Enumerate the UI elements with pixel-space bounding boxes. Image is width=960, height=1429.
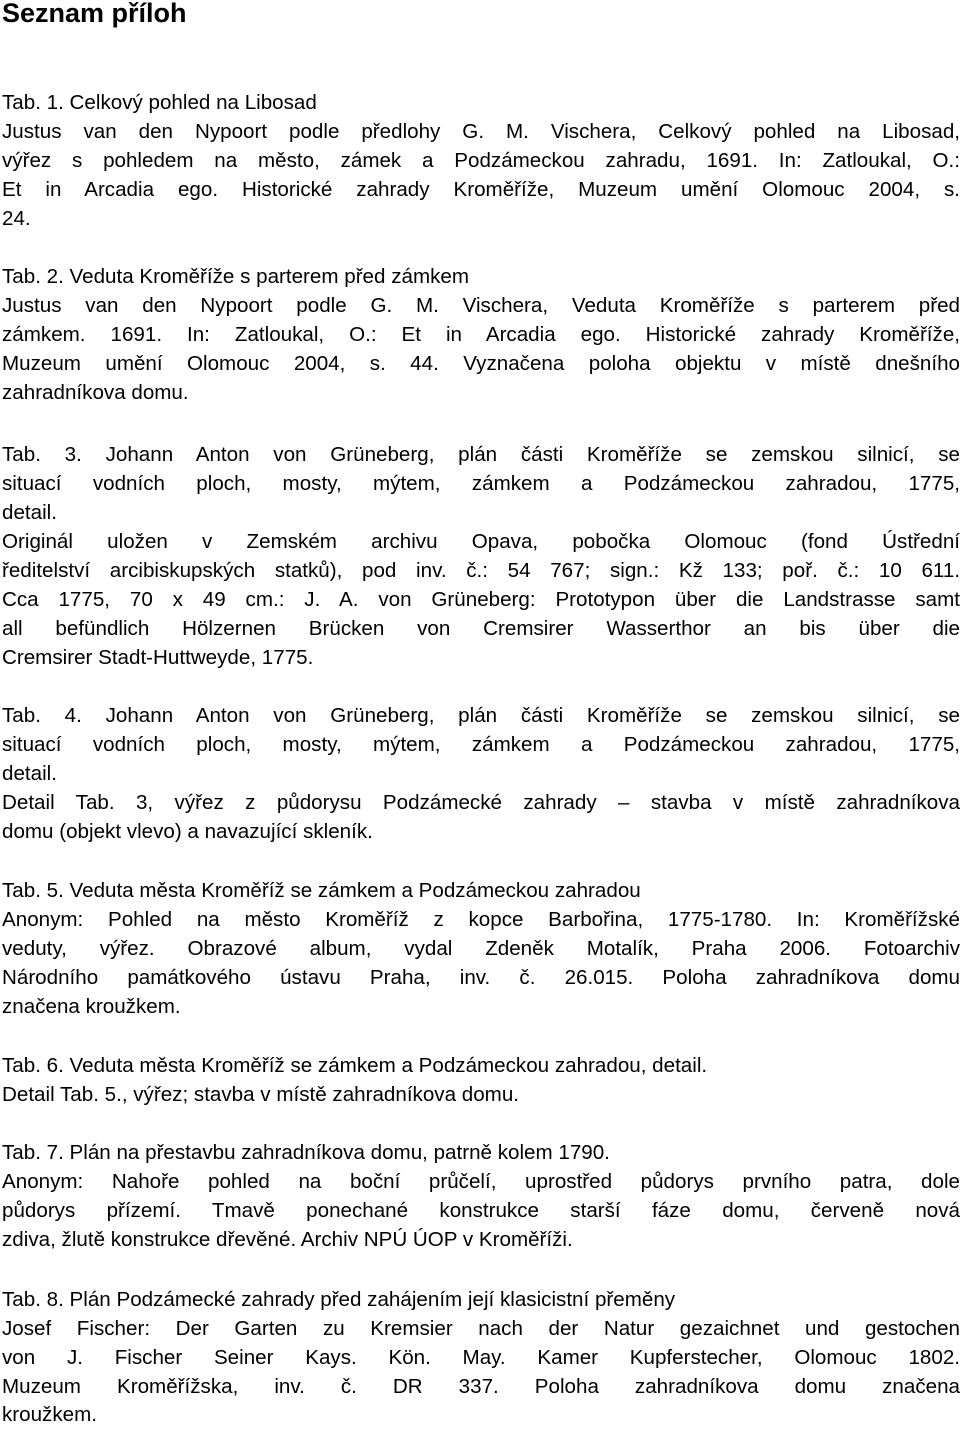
tab-5-desc-line: značena kroužkem.: [2, 995, 181, 1018]
tab-1-desc-line: Justus van den Nypoort podle předlohy G. M. Vischera, Celkový pohled na Libosad,: [2, 120, 960, 143]
tab-4-desc-line: Detail Tab. 3, výřez z půdorysu Podzámecké zahrady – stavba v místě zahradníkova: [2, 791, 960, 814]
tab-2-desc-line: zahradníkova domu.: [2, 381, 189, 404]
tab-3-title-line: detail.: [2, 501, 57, 524]
tab-8-desc-line: Muzeum Kroměřížska, inv. č. DR 337. Poloha zahradníkova domu značena: [2, 1375, 960, 1398]
tab-3-desc-line: Cca 1775, 70 x 49 cm.: J. A. von Grüneberg: Prototypon über die Landstrasse samt: [2, 588, 960, 611]
tab-5-title: Tab. 5. Veduta města Kroměříž se zámkem a Podzámeckou zahradou: [2, 879, 641, 902]
page-title: Seznam příloh: [2, 0, 187, 28]
tab-2-desc-line: zámkem. 1691. In: Zatloukal, O.: Et in Arcadia ego. Historické zahrady Kroměříže,: [2, 323, 960, 346]
tab-5-desc-line: Anonym: Pohled na město Kroměříž z kopce Barbořina, 1775-1780. In: Kroměřížské: [2, 908, 960, 931]
tab-7-desc-line: Anonym: Nahoře pohled na boční průčelí, uprostřed půdorys prvního patra, dole: [2, 1170, 960, 1193]
tab-6-title: Tab. 6. Veduta města Kroměříž se zámkem a Podzámeckou zahradou, detail.: [2, 1054, 708, 1077]
tab-3-desc-line: all befündlich Hölzernen Brücken von Cremsirer Wasserthor an bis über die: [2, 617, 960, 640]
tab-5-desc-line: veduty, výřez. Obrazové album, vydal Zdeněk Motalík, Praha 2006. Fotoarchiv: [2, 937, 960, 960]
tab-3-desc-line: Originál uložen v Zemském archivu Opava, pobočka Olomouc (fond Ústřední: [2, 530, 960, 553]
tab-7-title: Tab. 7. Plán na přestavbu zahradníkova domu, patrně kolem 1790.: [2, 1141, 610, 1164]
tab-4-title-line: situací vodních ploch, mosty, mýtem, zámkem a Podzámeckou zahradou, 1775,: [2, 733, 960, 756]
tab-3-title-line: Tab. 3. Johann Anton von Grüneberg, plán části Kroměříže se zemskou silnicí, se: [2, 443, 960, 466]
tab-1-desc-line: výřez s pohledem na město, zámek a Podzámeckou zahradu, 1691. In: Zatloukal, O.:: [2, 149, 960, 172]
tab-1-desc-line: Et in Arcadia ego. Historické zahrady Kroměříže, Muzeum umění Olomouc 2004, s.: [2, 178, 960, 201]
tab-2-desc-line: Justus van den Nypoort podle G. M. Vischera, Veduta Kroměříže s parterem před: [2, 294, 960, 317]
tab-3-title-line: situací vodních ploch, mosty, mýtem, zámkem a Podzámeckou zahradou, 1775,: [2, 472, 960, 495]
tab-4-desc-line: domu (objekt vlevo) a navazující skleník.: [2, 820, 373, 843]
tab-2-title: Tab. 2. Veduta Kroměříže s parterem před zámkem: [2, 265, 469, 288]
tab-5-desc-line: Národního památkového ústavu Praha, inv. č. 26.015. Poloha zahradníkova domu: [2, 966, 960, 989]
tab-2-desc-line: Muzeum umění Olomouc 2004, s. 44. Vyznačena poloha objektu v místě dnešního: [2, 352, 960, 375]
tab-8-desc-line: von J. Fischer Seiner Kays. Kön. May. Kamer Kupferstecher, Olomouc 1802.: [2, 1346, 960, 1369]
tab-3-desc-line: Cremsirer Stadt-Huttweyde, 1775.: [2, 646, 314, 669]
tab-4-title-line: Tab. 4. Johann Anton von Grüneberg, plán části Kroměříže se zemskou silnicí, se: [2, 704, 960, 727]
tab-8-desc-line: kroužkem.: [2, 1403, 97, 1426]
tab-7-desc-line: půdorys přízemí. Tmavě ponechané konstrukce starší fáze domu, červeně nová: [2, 1199, 960, 1222]
tab-4-title-line: detail.: [2, 762, 57, 785]
tab-1-title: Tab. 1. Celkový pohled na Libosad: [2, 91, 317, 114]
tab-6-desc-line: Detail Tab. 5., výřez; stavba v místě zahradníkova domu.: [2, 1083, 519, 1106]
tab-1-desc-line: 24.: [2, 207, 31, 230]
tab-8-desc-line: Josef Fischer: Der Garten zu Kremsier nach der Natur gezaichnet und gestochen: [2, 1317, 960, 1340]
tab-8-title: Tab. 8. Plán Podzámecké zahrady před zahájením její klasicistní přeměny: [2, 1288, 676, 1311]
tab-3-desc-line: ředitelství arcibiskupských statků), pod inv. č.: 54 767; sign.: Kž 133; poř. č.: 10 611.: [2, 559, 960, 582]
tab-7-desc-line: zdiva, žlutě konstrukce dřevěné. Archiv NPÚ ÚOP v Kroměříži.: [2, 1228, 573, 1251]
